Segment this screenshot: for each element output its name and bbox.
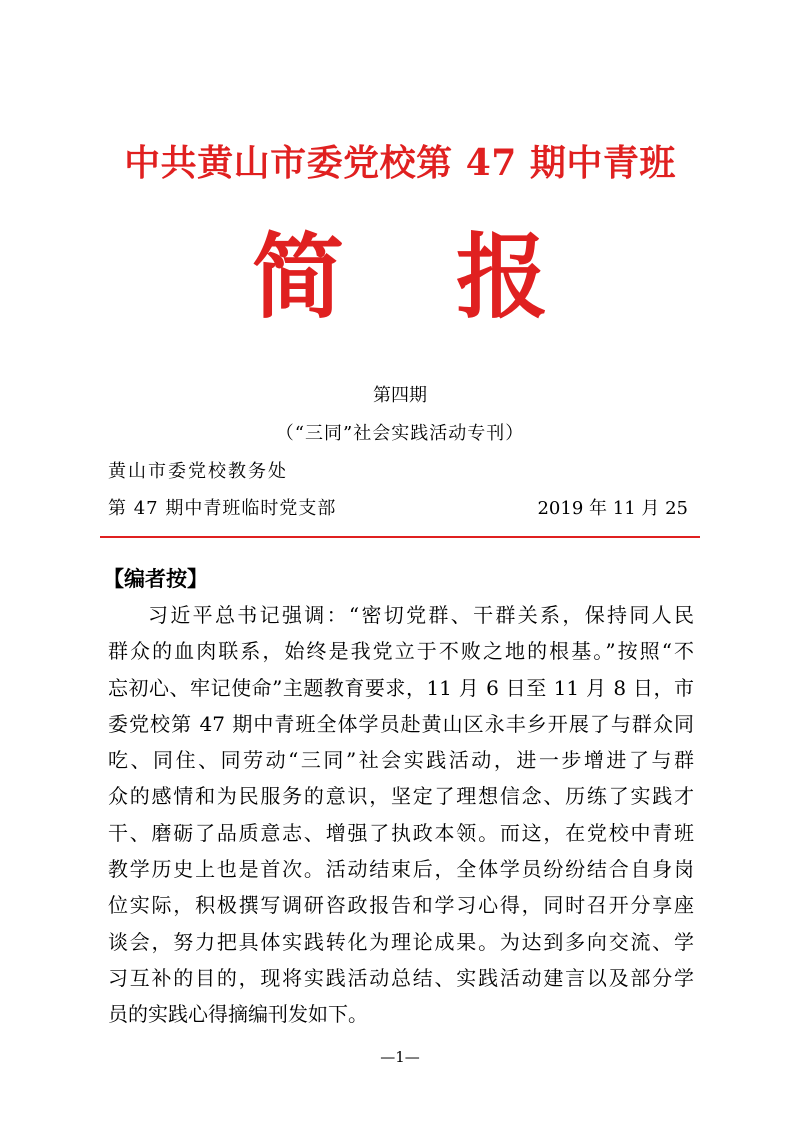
- department-secondary: 第 47 期中青班临时党支部: [108, 498, 337, 519]
- paragraph-line: 委党校第 47 期中青班全体学员赴黄山区永丰乡开展了与群众同: [108, 711, 694, 736]
- paragraph-line: 员的实践心得摘编刊发如下。: [108, 1002, 368, 1027]
- paragraph-line: 习近平总书记强调：“密切党群、干群关系，保持同人民: [148, 603, 694, 627]
- page-number: —1—: [380, 1048, 420, 1066]
- title-char-bao: 报: [456, 223, 549, 331]
- newsletter-title: [0, 222, 800, 332]
- header-divider: [100, 536, 700, 538]
- department-primary: 黄山市委党校教务处: [108, 461, 288, 482]
- paragraph-line: 群众的血肉联系，始终是我党立于不败之地的根基。”按照“不: [108, 639, 694, 664]
- publish-date: 2019 年 11 月 25: [537, 498, 688, 519]
- paragraph-line: 教学历史上也是首次。活动结束后，全体学员纷纷结合自身岗: [108, 857, 694, 882]
- editor-note-label: 【编者按】: [103, 567, 208, 591]
- paragraph-line: 众的感情和为民服务的意识，坚定了理想信念、历练了实践才: [108, 784, 694, 809]
- editor-note-body: [108, 597, 694, 1033]
- paragraph-line: 干、磨砺了品质意志、增强了执政本领。而这，在党校中青班: [108, 820, 694, 845]
- paragraph-line: 忘初心、牢记使命”主题教育要求，11 月 6 日至 11 月 8 日，市: [108, 675, 694, 700]
- paragraph-line: 吃、同住、同劳动“三同”社会实践活动，进一步增进了与群: [108, 748, 694, 773]
- special-topic: （“三同”社会实践活动专刊）: [275, 423, 525, 444]
- title-char-jian: 简: [251, 223, 344, 331]
- newsletter-org-title: 中共黄山市委党校第 47 期中青班: [124, 142, 676, 184]
- paragraph-line: 谈会，努力把具体实践转化为理论成果。为达到多向交流、学: [108, 929, 694, 954]
- paragraph-line: 位实际，积极撰写调研咨政报告和学习心得，同时召开分享座: [108, 893, 694, 918]
- paragraph-line: 习互补的目的，现将实践活动总结、实践活动建言以及部分学: [108, 965, 694, 990]
- issue-number: 第四期: [373, 385, 427, 406]
